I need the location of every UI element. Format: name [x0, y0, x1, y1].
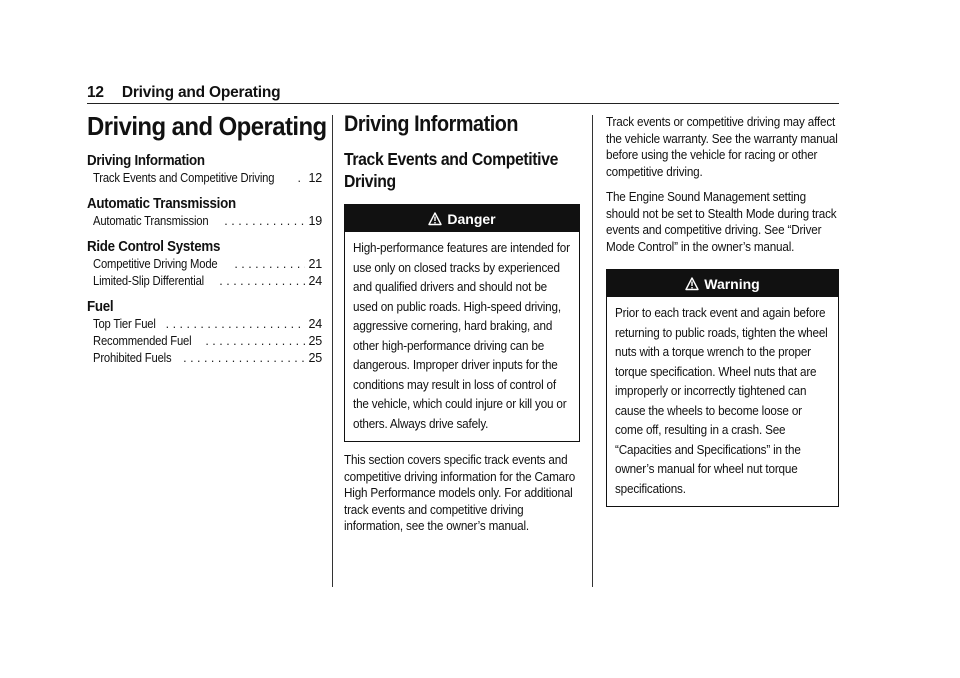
toc-entry-label: Competitive Driving Mode	[93, 257, 218, 271]
toc-entry-page: 25	[308, 351, 322, 365]
toc-entry-label: Track Events and Competitive Driving	[93, 171, 275, 185]
toc-leader-dots	[234, 256, 305, 273]
paragraph	[344, 452, 580, 535]
toc-entry-page: 25	[308, 334, 322, 348]
toc-section	[87, 298, 322, 367]
page-number: 12	[87, 84, 104, 101]
danger-header	[345, 205, 579, 232]
toc-section	[87, 152, 322, 187]
toc-entry-page: 19	[308, 214, 322, 228]
toc-section	[87, 195, 322, 230]
toc-section-title: Driving Information	[87, 153, 205, 169]
toc-section	[87, 238, 322, 290]
toc-entry-page: 12	[308, 171, 322, 185]
subsection-heading: Track Events and Competitive Driving	[344, 149, 559, 191]
toc-section-title: Fuel	[87, 299, 114, 315]
warning-box	[606, 269, 839, 507]
warning-header	[607, 270, 838, 297]
toc-entry-label: Prohibited Fuels	[93, 351, 172, 365]
danger-label: Danger	[447, 210, 496, 227]
warning-label: Warning	[704, 275, 760, 292]
toc-leader-dots	[183, 350, 305, 367]
toc-leader-dots	[219, 273, 305, 290]
toc-leader-dots	[166, 316, 306, 333]
warning-text-content: Prior to each track event and again before returning to public roads, tighten the wheel nuts with a torque wrench to the proper torque specification. Wheel nuts that are improperly or incorrectly tightened can cause the wheels to become loose or come off, resulting in a crash. See “Capacities and Specifications” in the owner’s manual for wheel nut torque specifications.	[615, 305, 828, 496]
section-heading: Driving Information	[344, 111, 519, 136]
chapter-title: Driving and Operating	[121, 84, 281, 101]
paragraph	[606, 189, 839, 255]
toc-title: Driving and Operating	[87, 111, 327, 141]
toc-entry-label: Limited-Slip Differential	[93, 274, 204, 288]
toc-leader-dots	[224, 213, 305, 230]
paragraph-text: This section covers specific track events and competitive driving information for the Camaro High Performance models only. For additional track events and competitive driving information, see the owner’s manual.	[344, 452, 576, 533]
paragraph-text: Track events or competitive driving may affect the vehicle warranty. See the warranty manual before using the vehicle for racing or other competitive driving.	[606, 114, 838, 179]
paragraph	[606, 114, 839, 180]
toc-leader-dots	[205, 333, 305, 350]
toc-section-title: Ride Control Systems	[87, 239, 221, 255]
toc-entry[interactable]	[87, 213, 322, 230]
toc-entry-page: 24	[308, 317, 322, 331]
toc-entry[interactable]	[87, 350, 322, 367]
warning-triangle-icon	[428, 212, 442, 226]
header-rule	[87, 103, 839, 104]
running-head	[87, 84, 280, 104]
toc-entry[interactable]	[87, 256, 322, 273]
main-column-1	[344, 110, 580, 535]
paragraph-text: The Engine Sound Management setting should not be set to Stealth Mode during track events and competitive driving. See “Driver Mode Control” in the owner’s manual.	[606, 189, 837, 254]
table-of-contents	[87, 110, 327, 367]
toc-section-title: Automatic Transmission	[87, 196, 236, 212]
toc-leader-dots	[297, 170, 305, 187]
warning-text	[607, 297, 838, 506]
warning-triangle-icon	[685, 277, 699, 291]
toc-entry[interactable]	[87, 333, 322, 350]
toc-entry-page: 21	[308, 257, 322, 271]
column-divider-2	[592, 115, 593, 587]
danger-text-content: High-performance features are intended for use only on closed tracks by experienced and qualified drivers and should not be used on public roads. High-speed driving, aggressive cornering, hard braking, and other high-performance driving can be dangerous. Improper driver inputs for the conditions may result in loss of control of the vehicle, which could injure or kill you or others. Always drive safely.	[353, 240, 570, 431]
toc-entry[interactable]	[87, 273, 322, 290]
main-column-2	[606, 114, 839, 507]
toc-entry-label: Top Tier Fuel	[93, 317, 156, 331]
toc-entry[interactable]	[87, 170, 322, 187]
danger-text	[345, 232, 579, 441]
toc-entry-label: Automatic Transmission	[93, 214, 209, 228]
toc-entry-label: Recommended Fuel	[93, 334, 192, 348]
toc-entry-page: 24	[308, 274, 322, 288]
danger-box	[344, 204, 580, 442]
toc-entry[interactable]	[87, 316, 322, 333]
column-divider-1	[332, 115, 333, 587]
